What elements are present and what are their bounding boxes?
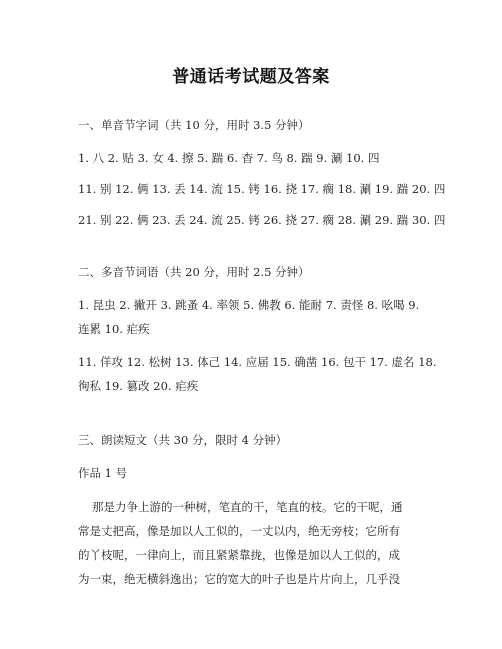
paragraph-line-1: 那是力争上游的一种树，笔直的干，笔直的枝。它的干呢，通 bbox=[92, 500, 403, 514]
section2-line-3: 11. 佯攻 12. 松树 13. 体己 14. 应届 15. 确凿 16. 包干 17. 虚名 18. bbox=[78, 355, 437, 369]
section2-line-4: 徇私 19. 篡改 20. 疟疾 bbox=[78, 379, 199, 393]
section1-line-1: 1. 八 2. 贴 3. 女 4. 擦 5. 踹 6. 杳 7. 鸟 8. 踹 9. 涮 10. 四 bbox=[78, 151, 380, 165]
section3-heading: 三、朗读短文（共 30 分，限时 4 分钟） bbox=[78, 433, 288, 447]
paragraph-line-2: 常是丈把高，像是加以人工似的，一丈以内，绝无旁枝；它所有 bbox=[78, 524, 400, 538]
section2-line-2: 连累 10. 疟疾 bbox=[78, 322, 150, 336]
document-title: 普通话考试题及答案 bbox=[172, 67, 330, 87]
work-label: 作品 1 号 bbox=[78, 466, 128, 480]
section1-line-2: 11. 别 12. 俩 13. 丢 14. 流 15. 铐 16. 挠 17. 瘸 18. 涮 19. 踹 20. 四 bbox=[78, 182, 446, 196]
section2-heading: 二、多音节词语（共 20 分，用时 2.5 分钟） bbox=[78, 265, 310, 279]
section1-line-3: 21. 别 22. 俩 23. 丢 24. 流 25. 铐 26. 挠 27. 瘸 28. 涮 29. 踹 30. 四 bbox=[78, 213, 446, 227]
section1-heading: 一、单音节字词（共 10 分，用时 3.5 分钟） bbox=[78, 118, 310, 132]
paragraph-line-3: 的丫枝呢，一律向上，而且紧紧靠拢，也像是加以人工似的，成 bbox=[78, 548, 400, 562]
paragraph-line-4: 为一束，绝无横斜逸出；它的宽大的叶子也是片片向上，几乎没 bbox=[78, 572, 400, 586]
section2-line-1: 1. 昆虫 2. 撇开 3. 跳蚤 4. 率领 5. 佛教 6. 能耐 7. 责怪 8. 吆喝 9. bbox=[78, 298, 420, 312]
